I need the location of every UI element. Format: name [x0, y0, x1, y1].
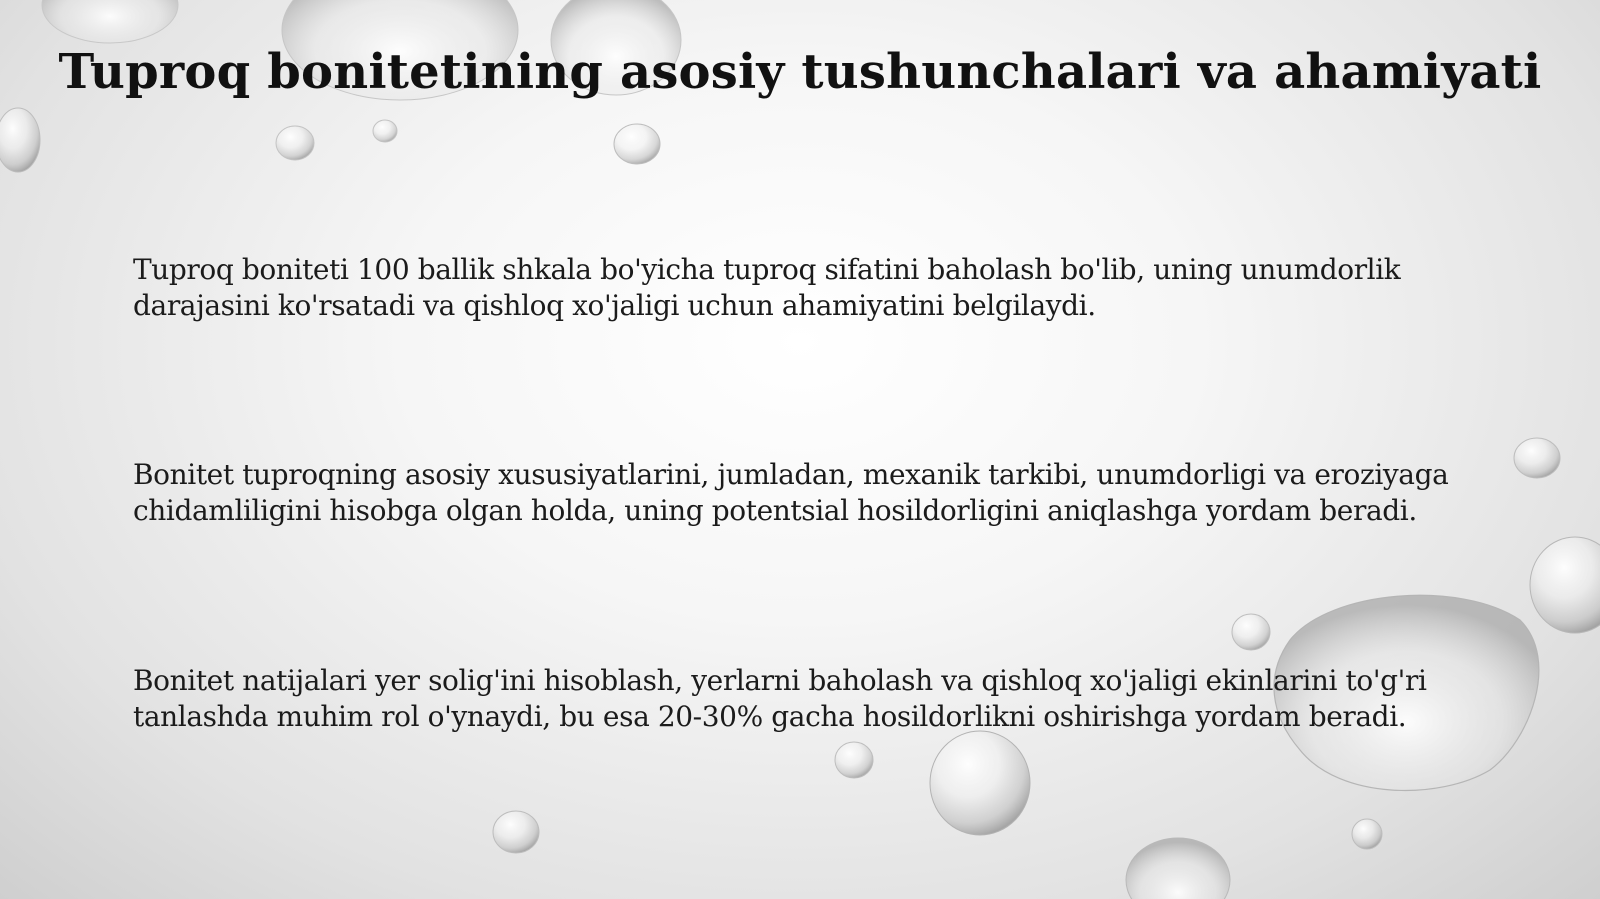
droplet	[1232, 614, 1270, 650]
droplet	[493, 811, 539, 853]
droplet	[373, 120, 397, 142]
droplet	[276, 126, 314, 160]
droplet	[1126, 838, 1230, 899]
droplet	[835, 742, 873, 778]
paragraph-1: Tuproq boniteti 100 ballik shkala bo'yicha tuproq sifatini baholash bo'lib, uning unumdorlik darajasini ko'rsatadi va qishloq xo'jaligi uchun ahamiyatini belgilaydi.	[133, 253, 1401, 322]
droplet	[1352, 819, 1382, 849]
paragraph-2: Bonitet tuproqning asosiy xususiyatlarini, jumladan, mexanik tarkibi, unumdorligi va eroziyaga chidamliligini hisobga olgan holda, uning potentsial hosildorligini aniqlashga yordam beradi.	[133, 458, 1449, 527]
paragraph-3: Bonitet natijalari yer solig'ini hisoblash, yerlarni baholash va qishloq xo'jaligi ekinlarini to'g'ri tanlashda muhim rol o'ynaydi, bu esa 20-30% gacha hosildorlikni oshirishga yordam beradi.	[133, 664, 1427, 733]
droplet	[42, 0, 178, 43]
droplet	[930, 731, 1030, 835]
droplet	[1530, 537, 1600, 633]
slide-title: Tuproq bonitetining asosiy tushunchalari va ahamiyati	[58, 44, 1542, 100]
droplet	[1514, 438, 1560, 478]
droplet	[614, 124, 660, 164]
droplet	[0, 108, 40, 172]
